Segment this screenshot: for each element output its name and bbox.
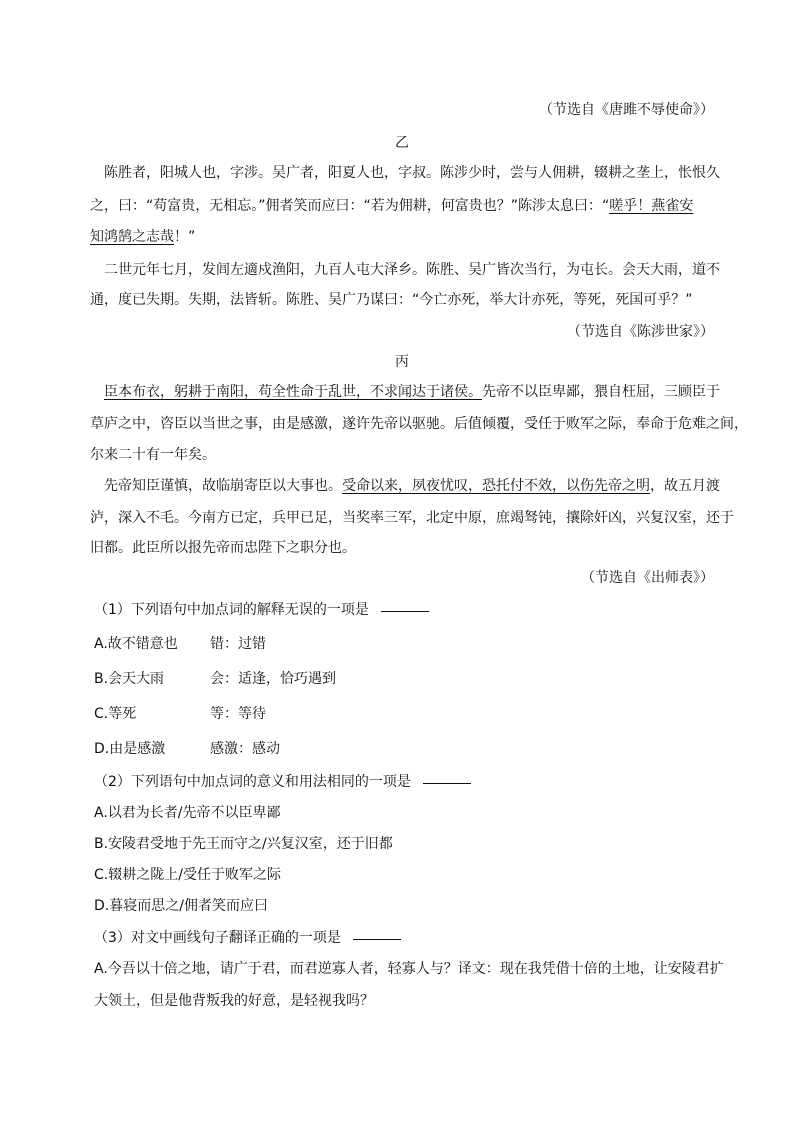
yi-p2-line2: 通，度已失期。失期，法皆斩。陈胜、吴广乃谋曰：“今亡亦死，举大计亦死，等死，死国可乎？” <box>90 292 693 308</box>
question-1-answer-blank[interactable] <box>381 611 429 612</box>
bing-p2-line1-text-a: 先帝知臣谨慎，故临崩寄臣以大事也。 <box>104 478 342 494</box>
q2-option-a: A.以君为长者/先帝不以臣卑鄙 <box>94 805 281 821</box>
heading-yi: 乙 <box>395 135 409 151</box>
bing-p2-line1 <box>90 476 720 496</box>
q1-option-b-label: B.会天大雨 <box>94 671 165 687</box>
bing-underlined-sentence-1: 臣本布衣，躬耕于南阳，苟全性命于乱世，不求闻达于诸侯。 <box>104 384 482 400</box>
question-1-stem <box>94 600 718 620</box>
bing-p1-line2: 草庐之中，咨臣以当世之事，由是感激，遂许先帝以驱驰。后值倾覆，受任于败军之际，奉命于危难之间， <box>90 416 748 432</box>
question-2-text: （2）下列语句中加点词的意义和用法相同的一项是 <box>94 774 411 790</box>
q1-option-c-gloss: 等：等待 <box>210 706 266 722</box>
bing-p1-line1 <box>90 382 720 402</box>
question-3-answer-blank[interactable] <box>353 939 401 940</box>
q2-option-b: B.安陵君受地于先王而守之/兴复汉室，还于旧都 <box>94 836 393 852</box>
bing-p2-line1-text-b: ，故五月渡 <box>650 478 720 494</box>
yi-underlined-sentence-part2: 知鸿鹄之志哉 <box>90 229 174 245</box>
yi-p1-line2 <box>90 196 714 216</box>
heading-bing: 丙 <box>395 354 409 370</box>
bing-p1-line3: 尔来二十有一年矣。 <box>90 447 216 463</box>
q1-option-b-gloss: 会：适逢，恰巧遇到 <box>210 671 336 687</box>
question-1-text: （1）下列语句中加点词的解释无误的一项是 <box>94 602 369 618</box>
yi-p1-line1: 陈胜者，阳城人也，字涉。吴广者，阳夏人也，字叔。陈涉少时，尝与人佣耕，辍耕之垄上，怅恨久 <box>104 165 720 181</box>
question-3-stem <box>94 928 718 948</box>
yi-p1-line3 <box>90 227 714 247</box>
source-bing: （节选自《出师表》） <box>581 570 714 586</box>
q1-option-a-label: A.故不错意也 <box>94 636 178 652</box>
q2-option-c: C.辍耕之陇上/受任于败军之际 <box>94 867 281 883</box>
q2-option-d: D.暮寝而思之/佣者笑而应曰 <box>94 898 268 914</box>
bing-p2-line3: 旧都。此臣所以报先帝而忠陛下之职分也。 <box>90 540 356 556</box>
question-3-text: （3）对文中画线句子翻译正确的一项是 <box>94 930 341 946</box>
bing-p2-line2: 泸，深入不毛。今南方已定，兵甲已足，当奖率三军，北定中原，庶竭驽钝，攘除奸凶，兴复汉室，还于 <box>90 510 734 526</box>
yi-p1-line2-text: 之，曰：“苟富贵，无相忘。”佣者笑而应曰：“若为佣耕，何富贵也？”陈涉太息曰：“ <box>90 198 610 214</box>
source-yi: （节选自《陈涉世家》） <box>567 324 714 340</box>
bing-underlined-sentence-2: 受命以来，夙夜忧叹，恐托付不效，以伤先帝之明 <box>342 478 650 494</box>
question-2-stem <box>94 772 718 792</box>
yi-underlined-sentence-part1: 嗟乎！燕雀安 <box>609 198 694 214</box>
source-jia: （节选自《唐雎不辱使命》） <box>539 102 714 118</box>
q1-option-a-gloss: 错：过错 <box>210 636 266 652</box>
q1-option-c-label: C.等死 <box>94 706 137 722</box>
yi-p1-line3-text: ！” <box>174 229 196 245</box>
question-2-answer-blank[interactable] <box>423 783 471 784</box>
q1-option-d-label: D.由是感激 <box>94 741 166 757</box>
q3-option-a-line2: 大领土，但是他背叛我的好意，是轻视我吗？ <box>94 993 374 1009</box>
yi-p2-line1: 二世元年七月，发闾左適戍渔阳，九百人屯大泽乡。陈胜、吴广皆次当行，为屯长。会天大雨，道不 <box>104 262 720 278</box>
q3-option-a-line1: A.今吾以十倍之地，请广于君，而君逆寡人者，轻寡人与？译文：现在我凭借十倍的土地，让安陵君扩 <box>94 961 724 977</box>
bing-p1-line1-text: 先帝不以臣卑鄙，猥自枉屈，三顾臣于 <box>482 384 720 400</box>
q1-option-d-gloss: 感激：感动 <box>210 741 280 757</box>
